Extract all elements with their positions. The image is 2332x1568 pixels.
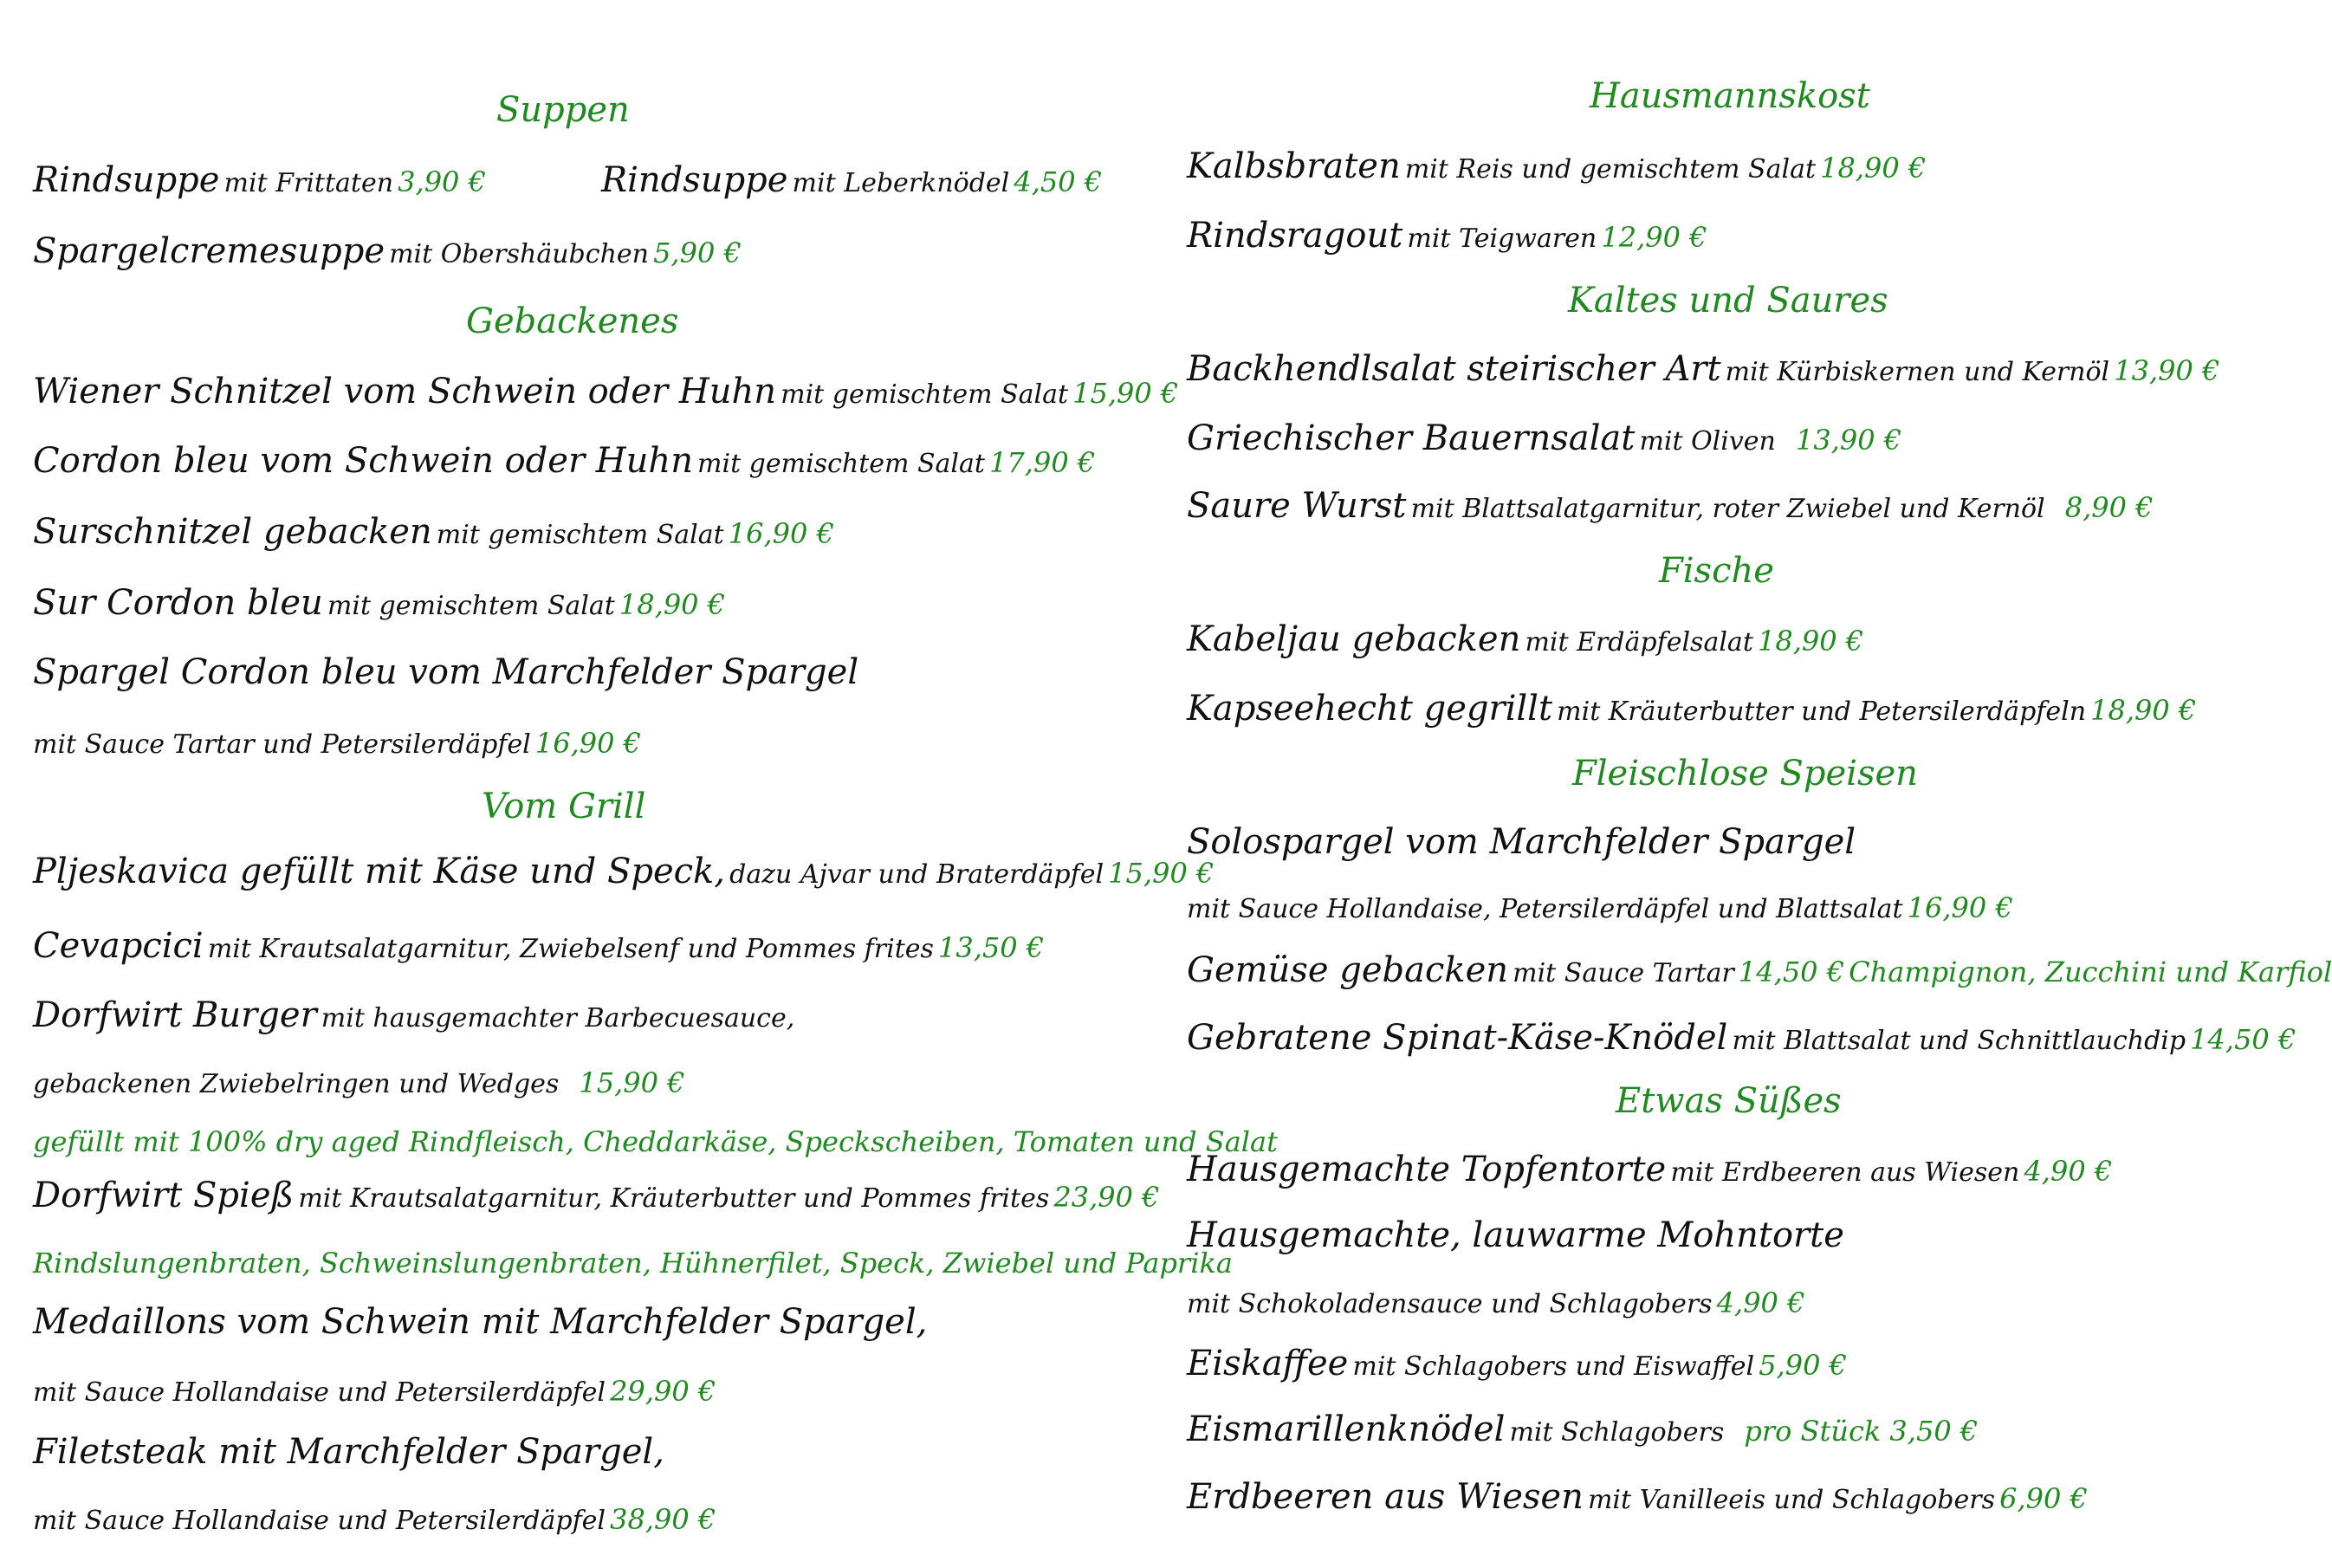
item-desc: mit hausgemachter Barbecuesauce,	[321, 1003, 795, 1033]
item-name: Pljeskavica gefüllt mit Käse und Speck,	[33, 852, 726, 891]
menu-item-surschnitzel	[33, 512, 834, 552]
menu-item-bauernsalat	[1187, 418, 1902, 458]
item-desc: mit Erdäpfelsalat	[1525, 627, 1753, 658]
menu-item-backhendlsalat	[1187, 349, 2220, 389]
menu-item-spinat-kaese-knoedel	[1187, 1018, 2296, 1058]
item-name: Filetsteak mit Marchfelder Spargel,	[33, 1432, 664, 1472]
item-name: Gebratene Spinat-Käse-Knödel	[1187, 1018, 1728, 1058]
item-desc: mit Kürbiskernen und Kernöl	[1725, 357, 2110, 387]
item-name: Solospargel vom Marchfelder Spargel	[1187, 822, 1856, 862]
item-desc: mit Sauce Tartar und Petersilerdäpfel	[33, 729, 531, 760]
item-name: Backhendlsalat steirischer Art	[1187, 349, 1721, 389]
item-desc: mit Frittaten	[223, 168, 394, 198]
item-desc: mit Leberknödel	[792, 168, 1010, 198]
menu-item-rindsuppe-frittaten	[33, 160, 486, 200]
item-price: 17,90 €	[989, 446, 1096, 479]
item-desc: mit Vanilleeis und Schlagobers	[1587, 1485, 1996, 1515]
item-name: Saure Wurst	[1187, 486, 1407, 526]
menu-item-medaillons-detail	[33, 1377, 716, 1406]
menu-item-mohntorte-detail	[1187, 1286, 1805, 1319]
menu-item-spargelcremesuppe	[33, 231, 742, 271]
item-name: Kabeljau gebacken	[1187, 619, 1521, 659]
item-name: Sur Cordon bleu	[33, 583, 323, 623]
item-desc: mit Kräuterbutter und Petersilerdäpfeln	[1557, 697, 2087, 727]
item-desc: mit Sauce Hollandaise und Petersilerdäpfel	[33, 1506, 606, 1536]
item-price: 18,90 €	[1820, 152, 1927, 185]
item-price: 18,90 €	[1757, 625, 1864, 658]
item-desc: mit Schlagobers	[1509, 1417, 1725, 1448]
menu-item-topfentorte	[1187, 1152, 2112, 1187]
item-name: Kapseehecht gegrillt	[1187, 689, 1553, 729]
item-desc: gebackenen Zwiebelringen und Wedges	[33, 1069, 560, 1099]
item-name: Dorfwirt Burger	[33, 995, 317, 1035]
item-price: pro Stück 3,50 €	[1744, 1415, 1979, 1448]
item-desc: mit Schlagobers und Eiswaffel	[1352, 1351, 1755, 1382]
item-price: 14,50 €	[2190, 1023, 2296, 1056]
item-desc: mit Sauce Tartar	[1513, 958, 1734, 988]
menu-item-medaillons	[33, 1302, 928, 1342]
item-price: 12,90 €	[1601, 221, 1707, 254]
section-title-hausmannskost: Hausmannskost	[1590, 76, 1870, 116]
item-price: 4,90 €	[1716, 1286, 1805, 1319]
section-title-etwas-suesses: Etwas Süßes	[1616, 1081, 1842, 1121]
item-desc: mit gemischtem Salat	[436, 520, 724, 550]
item-price: 3,90 €	[398, 165, 486, 198]
item-price: 13,50 €	[938, 931, 1045, 964]
item-name: Erdbeeren aus Wiesen	[1187, 1477, 1584, 1517]
menu-item-filetsteak	[33, 1432, 664, 1472]
menu-item-filetsteak-detail	[33, 1503, 716, 1536]
item-price: 15,90 €	[1108, 857, 1215, 890]
menu-item-kalbsbraten	[1187, 146, 1927, 186]
item-name: Cordon bleu vom Schwein oder Huhn	[33, 441, 693, 481]
menu-item-erdbeeren	[1187, 1477, 2088, 1517]
item-name: Dorfwirt Spieß	[33, 1176, 295, 1215]
item-desc: mit Sauce Hollandaise und Petersilerdäpfel	[33, 1377, 606, 1408]
menu-item-eiskaffee	[1187, 1346, 1847, 1381]
item-desc: dazu Ajvar und Braterdäpfel	[729, 859, 1104, 890]
menu-item-mohntorte	[1187, 1215, 1844, 1255]
item-desc: mit Krautsalatgarnitur, Kräuterbutter und Pommes frites	[298, 1183, 1050, 1214]
item-price: 4,90 €	[2024, 1155, 2113, 1188]
item-desc: mit Erdbeeren aus Wiesen	[1670, 1157, 2020, 1188]
menu-item-cordon-bleu	[33, 441, 1096, 481]
menu-item-solospargel-detail	[1187, 891, 2013, 924]
section-title-gebackenes: Gebackenes	[466, 301, 679, 341]
menu-item-dorfwirt-spiess	[33, 1178, 1159, 1213]
item-name: Kalbsbraten	[1187, 146, 1401, 186]
item-name: Hausgemachte Topfentorte	[1187, 1150, 1667, 1189]
item-name: Eiskaffee	[1187, 1344, 1349, 1383]
item-name: Wiener Schnitzel vom Schwein oder Huhn	[33, 372, 777, 411]
menu-item-dorfwirt-burger-detail	[33, 1066, 685, 1099]
item-name: Griechischer Bauernsalat	[1187, 418, 1636, 458]
item-price: 6,90 €	[1999, 1482, 2088, 1515]
menu-item-eismarillenknoedel	[1187, 1409, 1979, 1449]
item-name: Gemüse gebacken	[1187, 950, 1509, 990]
item-desc: mit Teigwaren	[1407, 224, 1597, 254]
item-desc: mit Reis und gemischtem Salat	[1404, 154, 1817, 185]
item-name: Rindsuppe	[601, 160, 788, 200]
item-desc: mit gemischtem Salat	[697, 449, 985, 479]
item-desc: mit Obershäubchen	[389, 239, 649, 269]
item-name: Medaillons vom Schwein mit Marchfelder Spargel,	[33, 1302, 928, 1342]
item-price: 16,90 €	[1907, 891, 2013, 924]
item-price: 8,90 €	[2064, 491, 2154, 524]
menu-item-cevapcici	[33, 926, 1045, 966]
item-name: Eismarillenknödel	[1187, 1409, 1506, 1449]
section-title-kaltes-und-saures: Kaltes und Saures	[1568, 281, 1888, 321]
menu-item-rindsuppe-leberknoedel	[601, 160, 1103, 200]
item-price: 18,90 €	[2090, 694, 2197, 727]
menu-item-dorfwirt-burger	[33, 995, 795, 1035]
item-price: 16,90 €	[728, 517, 834, 550]
item-note: gefüllt mit 100% dry aged Rindfleisch, Cheddarkäse, Speckscheiben, Tomaten und Salat	[33, 1125, 1278, 1158]
section-title-fische: Fische	[1659, 551, 1774, 591]
item-price: 5,90 €	[1759, 1349, 1847, 1382]
item-price: 5,90 €	[653, 236, 742, 269]
item-name: Spargel Cordon bleu vom Marchfelder Spargel	[33, 652, 859, 692]
item-desc: mit Schokoladensauce und Schlagobers	[1187, 1289, 1713, 1319]
item-note: Champignon, Zucchini und Karfiol	[1849, 956, 2332, 988]
item-note: Rindslungenbraten, Schweinslungenbraten, Hühnerfilet, Speck, Zwiebel und Paprika	[33, 1247, 1233, 1280]
item-name: Spargelcremesuppe	[33, 231, 385, 271]
item-price: 4,50 €	[1014, 165, 1103, 198]
menu-item-wiener-schnitzel	[33, 374, 1178, 409]
item-price: 16,90 €	[534, 727, 641, 760]
item-name: Cevapcici	[33, 926, 204, 966]
item-name: Hausgemachte, lauwarme Mohntorte	[1187, 1215, 1844, 1255]
menu-item-spargel-cordon-bleu	[33, 652, 859, 692]
menu-item-spargel-cordon-bleu-detail	[33, 729, 641, 758]
item-desc: mit Krautsalatgarnitur, Zwiebelsenf und Pommes frites	[207, 934, 934, 964]
menu-item-pljeskavica	[33, 854, 1214, 889]
menu-item-dorfwirt-spiess-note	[33, 1247, 1233, 1280]
item-price: 29,90 €	[610, 1375, 716, 1408]
menu-item-sur-cordon-bleu	[33, 583, 726, 623]
item-price: 23,90 €	[1053, 1181, 1160, 1214]
item-desc: mit Blattsalat und Schnittlauchdip	[1732, 1026, 2186, 1056]
item-price: 13,90 €	[2114, 354, 2220, 387]
item-price: 15,90 €	[579, 1066, 685, 1099]
item-desc: mit gemischtem Salat	[781, 379, 1069, 410]
item-desc: mit gemischtem Salat	[327, 591, 615, 621]
menu-item-kapseehecht	[1187, 689, 2197, 729]
menu-item-rindsragout	[1187, 216, 1707, 256]
item-price: 14,50 €	[1738, 956, 1845, 988]
section-title-suppen: Suppen	[496, 90, 630, 130]
item-price: 38,90 €	[610, 1503, 716, 1536]
menu-item-kabeljau	[1187, 619, 1864, 659]
item-desc: mit Sauce Hollandaise, Petersilerdäpfel und Blattsalat	[1187, 894, 1903, 924]
item-price: 15,90 €	[1072, 377, 1179, 410]
menu-item-saure-wurst	[1187, 486, 2154, 526]
section-title-vom-grill: Vom Grill	[482, 787, 646, 826]
item-name: Surschnitzel gebacken	[33, 512, 432, 552]
item-name: Rindsragout	[1187, 216, 1403, 256]
item-name: Rindsuppe	[33, 160, 220, 200]
item-price: 18,90 €	[619, 588, 726, 621]
item-desc: mit Blattsalatgarnitur, roter Zwiebel und Kernöl	[1410, 494, 2045, 524]
item-desc: mit Oliven	[1639, 426, 1776, 457]
section-title-fleischlose-speisen: Fleischlose Speisen	[1572, 754, 1918, 794]
menu-item-solospargel	[1187, 822, 1856, 862]
menu-item-gemuese-gebacken	[1187, 950, 2332, 990]
menu-item-dorfwirt-burger-note	[33, 1125, 1278, 1158]
item-price: 13,90 €	[1795, 424, 1902, 457]
